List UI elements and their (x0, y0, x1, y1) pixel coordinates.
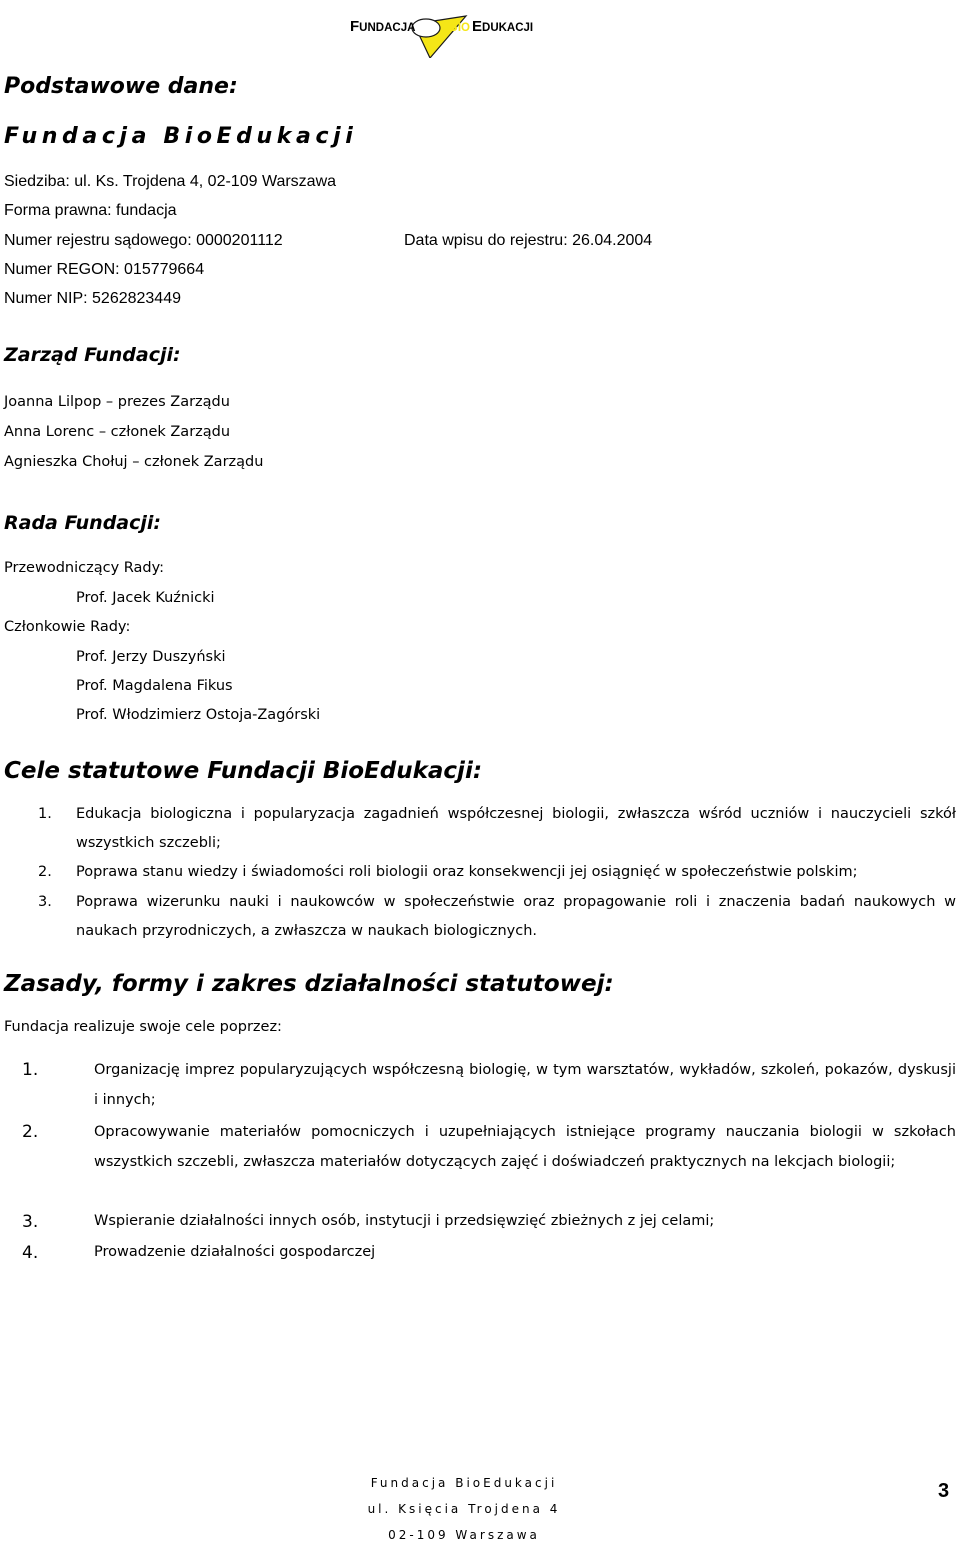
goal-number: 3. (38, 894, 52, 910)
council-member: Prof. Jerzy Duszyński (76, 649, 226, 665)
footer-name: Fundacja BioEdukacji (370, 1476, 558, 1490)
activities-intro: Fundacja realizuje swoje cele poprzez: (4, 1019, 282, 1035)
logo-text-bio: BIO (447, 18, 470, 35)
seat-line: Siedziba: ul. Ks. Trojdena 4, 02-109 Warszawa (4, 173, 337, 190)
goal-number: 2. (38, 864, 52, 880)
heading-activities: Zasady, formy i zakres działalności statutowej: (4, 971, 614, 997)
regon-line: Numer REGON: 015779664 (4, 261, 205, 278)
nip-line: Numer NIP: 5262823449 (4, 290, 181, 307)
activity-number: 4. (22, 1243, 39, 1263)
foundation-logo (346, 6, 534, 58)
council-chair-label: Przewodniczący Rady: (4, 560, 165, 576)
goal-text: Poprawa stanu wiedzy i świadomości roli biologii oraz konsekwencji jej osiągnięć w społeczeństwie polskim; (76, 864, 858, 880)
council-member: Prof. Magdalena Fikus (76, 678, 233, 694)
board-member: Anna Lorenc – członek Zarządu (4, 424, 231, 440)
foundation-name: Fundacja BioEdukacji (4, 124, 358, 149)
goal-number: 1. (38, 806, 52, 822)
footer-city: 02-109 Warszawa (388, 1528, 540, 1542)
heading-basic-data: Podstawowe dane: (4, 74, 238, 99)
logo-text-edukacji: EDUKACJI (472, 18, 534, 35)
activity-text-content: Opracowywanie materiałów pomocniczych i uzupełniających istniejące programy nauczania biologii w szkołach wszystkich szczebli, zwłaszcza materiałów dotyczących zajęć i doświadczeń praktycznych na lekcjach biologii; (94, 1124, 956, 1170)
goal-text: Edukacja biologiczna i popularyzacja zagadnień współczesnej biologii, zwłaszcza wśród uczniów i nauczycieli szkół wszystkich szczebli; (76, 806, 956, 851)
footer-street: ul. Księcia Trojdena 4 (367, 1502, 561, 1516)
goal-text: Poprawa wizerunku nauki i naukowców w społeczeństwie oraz propagowanie roli i znaczenia badań naukowych w naukach przyrodniczych, a zwłaszcza w naukach biologicznych. (76, 894, 956, 939)
activity-text: Prowadzenie działalności gospodarczej (94, 1244, 376, 1260)
activity-number: 2. (22, 1122, 39, 1142)
council-chair: Prof. Jacek Kuźnicki (76, 590, 215, 606)
activity-text-content: Organizację imprez popularyzujących współczesną biologię, w tym warsztatów, wykładów, szkoleń, pokazów, dyskusji i innych; (94, 1062, 956, 1108)
legal-form-line: Forma prawna: fundacja (4, 202, 177, 219)
heading-board: Zarząd Fundacji: (4, 344, 181, 366)
council-member: Prof. Włodzimierz Ostoja-Zagórski (76, 707, 321, 723)
board-member: Joanna Lilpop – prezes Zarządu (4, 394, 230, 410)
council-members-label: Członkowie Rady: (4, 619, 131, 635)
activity-text: Wspieranie działalności innych osób, instytucji i przedsięwzięć zbieżnych z jej celami; (94, 1213, 715, 1229)
logo-text-fundacja: FUNDACJA (350, 18, 416, 35)
entry-date-line: Data wpisu do rejestru: 26.04.2004 (404, 232, 653, 249)
activity-number: 3. (22, 1212, 39, 1232)
heading-goals: Cele statutowe Fundacji BioEdukacji: (4, 758, 483, 784)
heading-council: Rada Fundacji: (4, 512, 162, 534)
board-member: Agnieszka Chołuj – członek Zarządu (4, 454, 264, 470)
court-register-line: Numer rejestru sądowego: 0000201112 (4, 232, 283, 249)
page-number: 3 (938, 1480, 950, 1502)
activity-text (94, 1055, 956, 1115)
activity-text (94, 1117, 956, 1177)
activity-number: 1. (22, 1060, 39, 1080)
